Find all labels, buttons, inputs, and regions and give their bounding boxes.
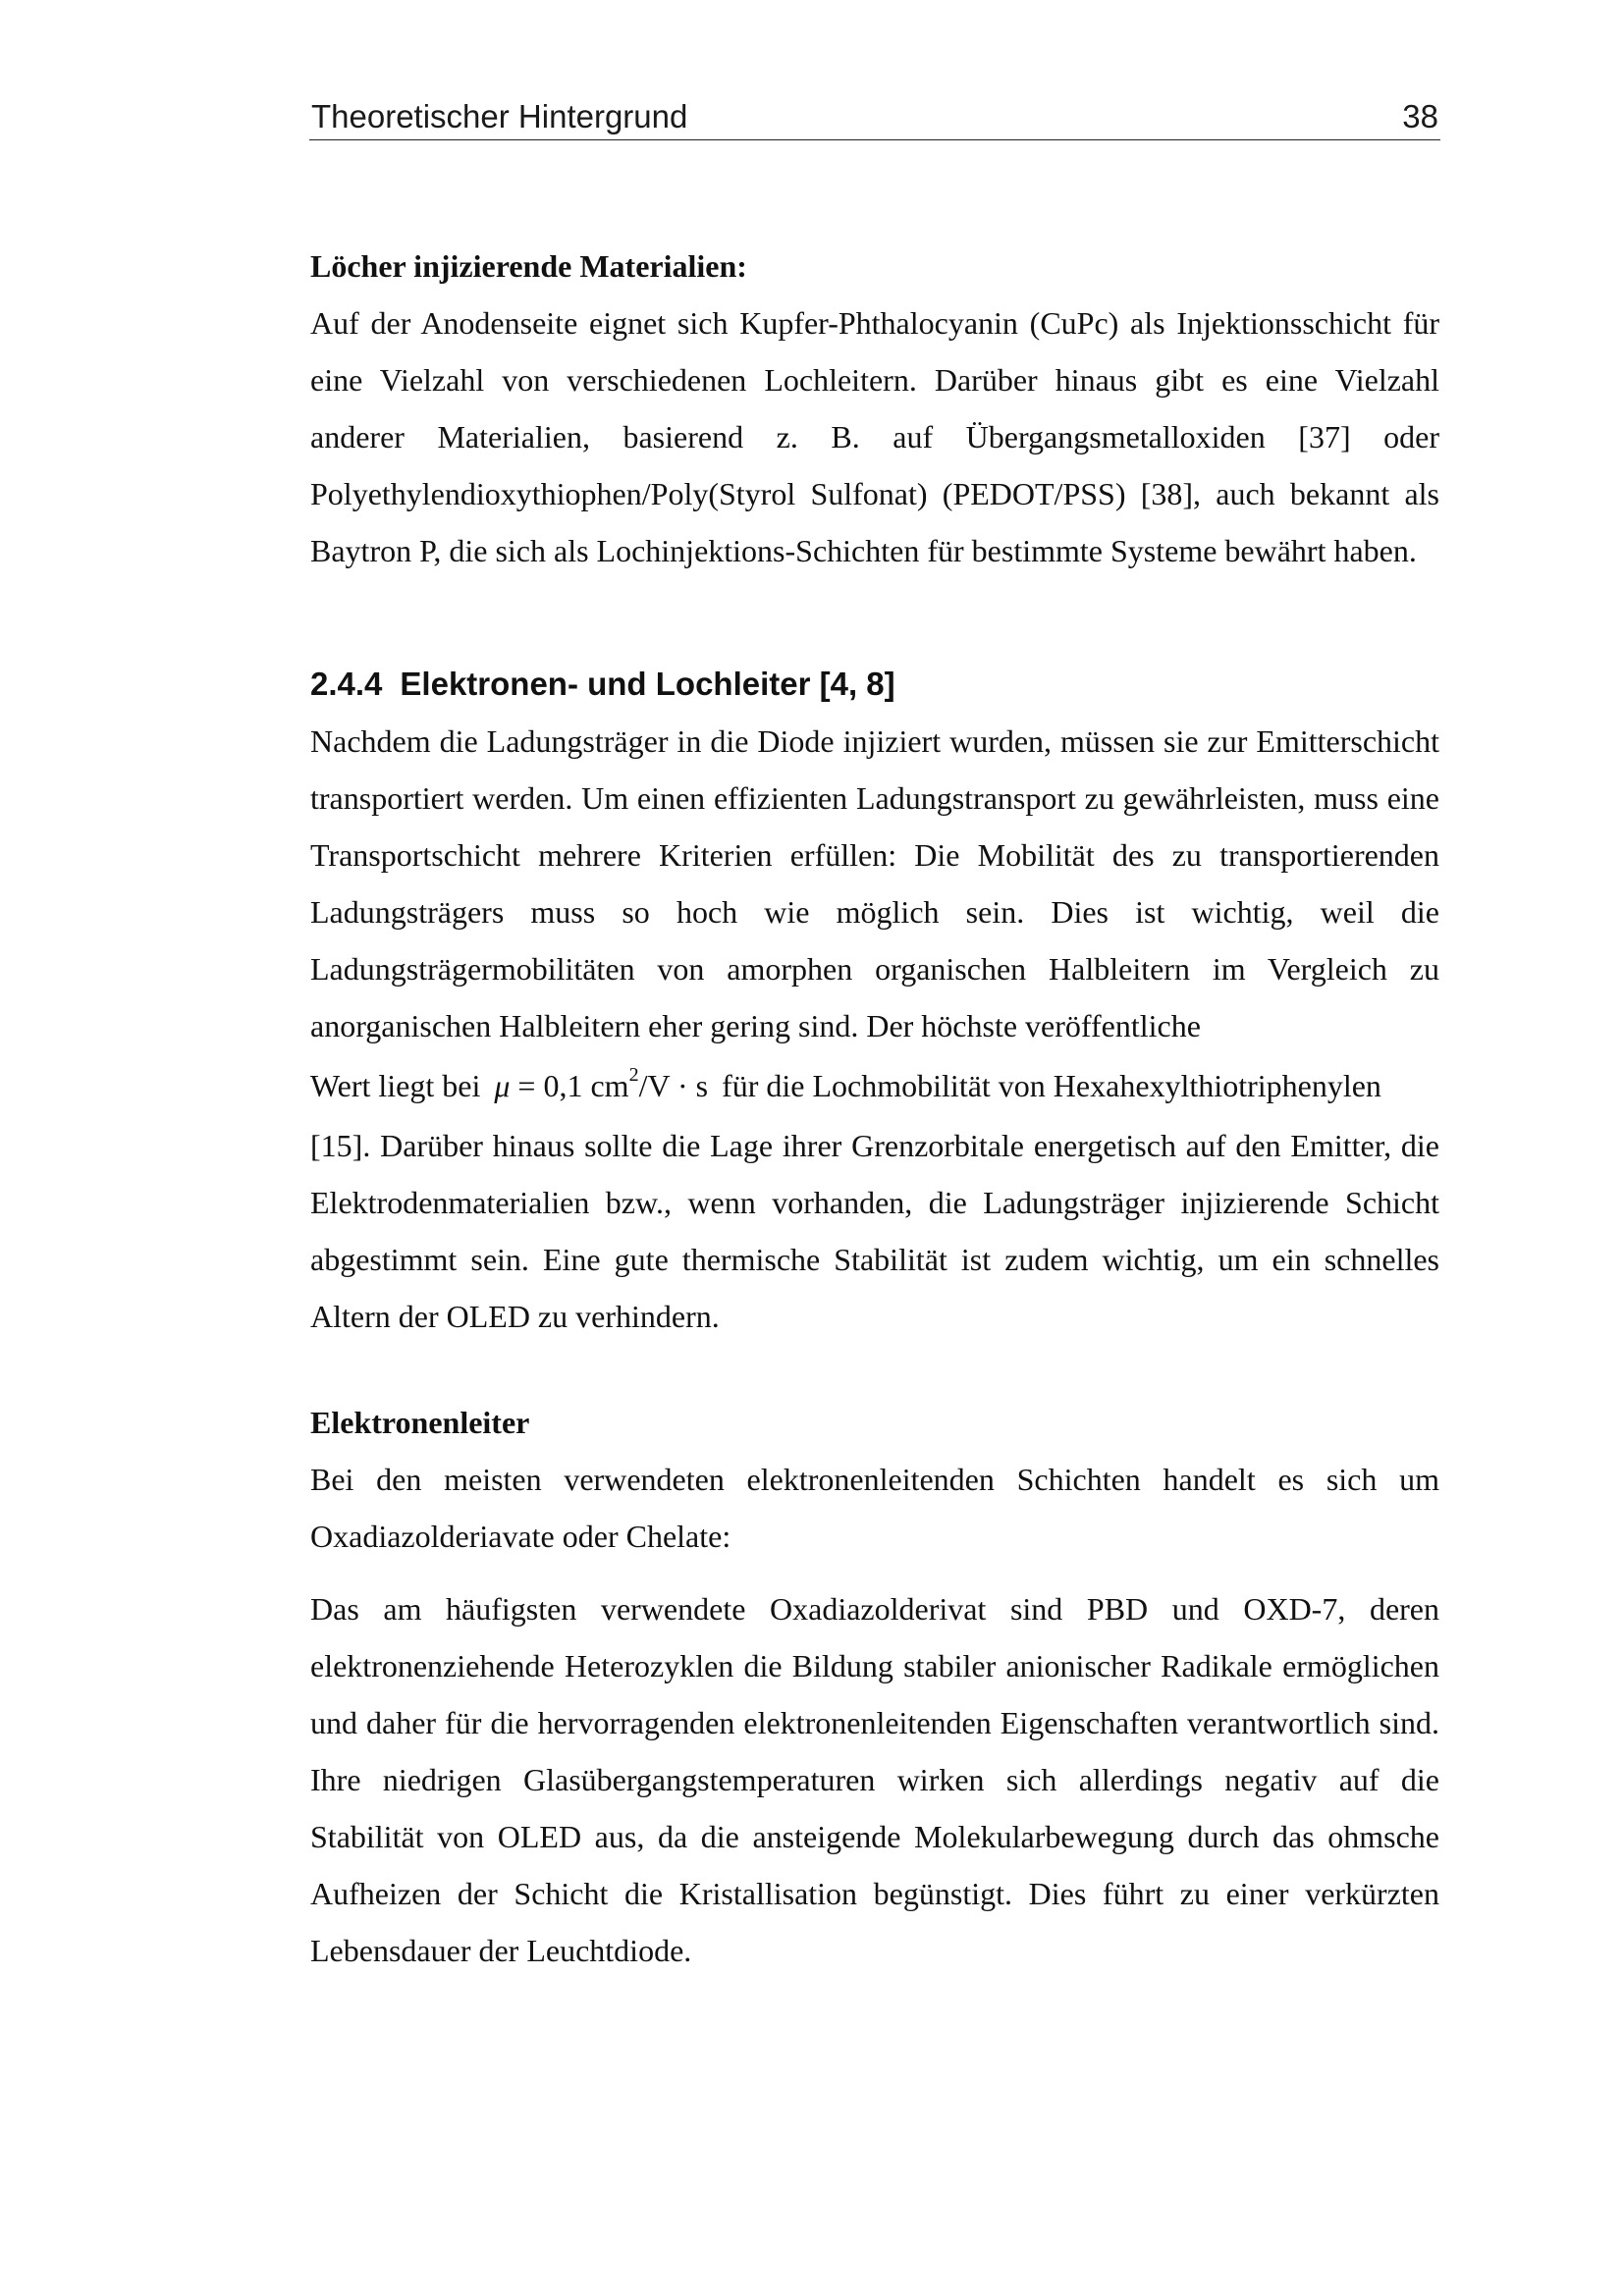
running-header — [309, 94, 1440, 140]
section-number: 2.4.4 — [310, 666, 383, 702]
formula-exponent: 2 — [628, 1064, 639, 1087]
formula-line — [310, 1054, 1439, 1117]
section-title: Elektronen- und Lochleiter [4, 8] — [400, 666, 895, 702]
formula-unit: /V · s — [638, 1068, 709, 1103]
paragraph-hole-injection: Auf der Anodenseite eignet sich Kupfer-Phthalocyanin (CuPc) als Injektionsschicht für eine Vielzahl von verschiedenen Lochleitern. Darüber hinaus gibt es eine Vielzahl anderer Materialien, basierend z. B. auf Übergangsmetalloxiden [37] oder Polyethylendioxythiophen/Poly(Styrol Sulfonat) (PEDOT/PSS) [38], auch bekannt als Baytron P, die sich als Lochinjektions-Schichten für bestimmte Systeme bewährt haben. — [310, 305, 1439, 568]
formula-line-after: für die Lochmobilität von Hexahexylthiotriphenylen — [722, 1068, 1381, 1103]
subheading-hole-injection: Löcher injizierende Materialien: — [310, 248, 747, 284]
paragraph-electron-conductors-1: Bei den meisten verwendeten elektronenleitenden Schichten handelt es sich um Oxadiazolderiavate oder Chelate: — [310, 1462, 1439, 1554]
page-body — [310, 238, 1439, 1979]
formula-symbol: μ — [494, 1068, 511, 1103]
paragraph-transport-part2: [15]. Darüber hinaus sollte die Lage ihrer Grenzorbitale energetisch auf den Emitter, die Elektrodenmaterialien bzw., wenn vorhanden, die Ladungsträger injizierende Schicht abgestimmt sein. Eine gute thermische Stabilität ist zudem wichtig, um ein schnelles Altern der OLED zu verhindern. — [310, 1128, 1439, 1334]
subheading-electron-conductors: Elektronenleiter — [310, 1405, 530, 1440]
page-number: 38 — [1402, 98, 1438, 134]
formula-equals: = 0,1 cm — [517, 1068, 629, 1103]
header-title: Theoretischer Hintergrund — [311, 98, 688, 134]
paragraph-electron-conductors-2: Das am häufigsten verwendete Oxadiazolderivat sind PBD und OXD-7, deren elektronenziehende Heterozyklen die Bildung stabiler anionischer Radikale ermöglichen und daher für die hervorragenden elektronenleitenden Eigenschaften verantwortlich sind. Ihre niedrigen Glasübergangstemperaturen wirken sich allerdings negativ auf die Stabilität von OLED aus, da die ansteigende Molekularbewegung durch das ohmsche Aufheizen der Schicht die Kristallisation begünstigt. Dies führt zu einer verkürzten Lebensdauer der Leuchtdiode. — [310, 1591, 1439, 1968]
section-heading — [310, 656, 1439, 713]
formula-line-before: Wert liegt bei — [310, 1068, 481, 1103]
paragraph-transport-part1: Nachdem die Ladungsträger in die Diode injiziert wurden, müssen sie zur Emitterschicht transportiert werden. Um einen effizienten Ladungstransport zu gewährleisten, muss eine Transportschicht mehrere Kriterien erfüllen: Die Mobilität des zu transportierenden Ladungsträgers muss so hoch wie möglich sein. Dies ist wichtig, weil die Ladungsträgermobilitäten von amorphen organischen Halbleitern im Vergleich zu anorganischen Halbleitern eher gering sind. Der höchste veröffentliche — [310, 723, 1439, 1043]
mobility-formula — [494, 1064, 709, 1103]
